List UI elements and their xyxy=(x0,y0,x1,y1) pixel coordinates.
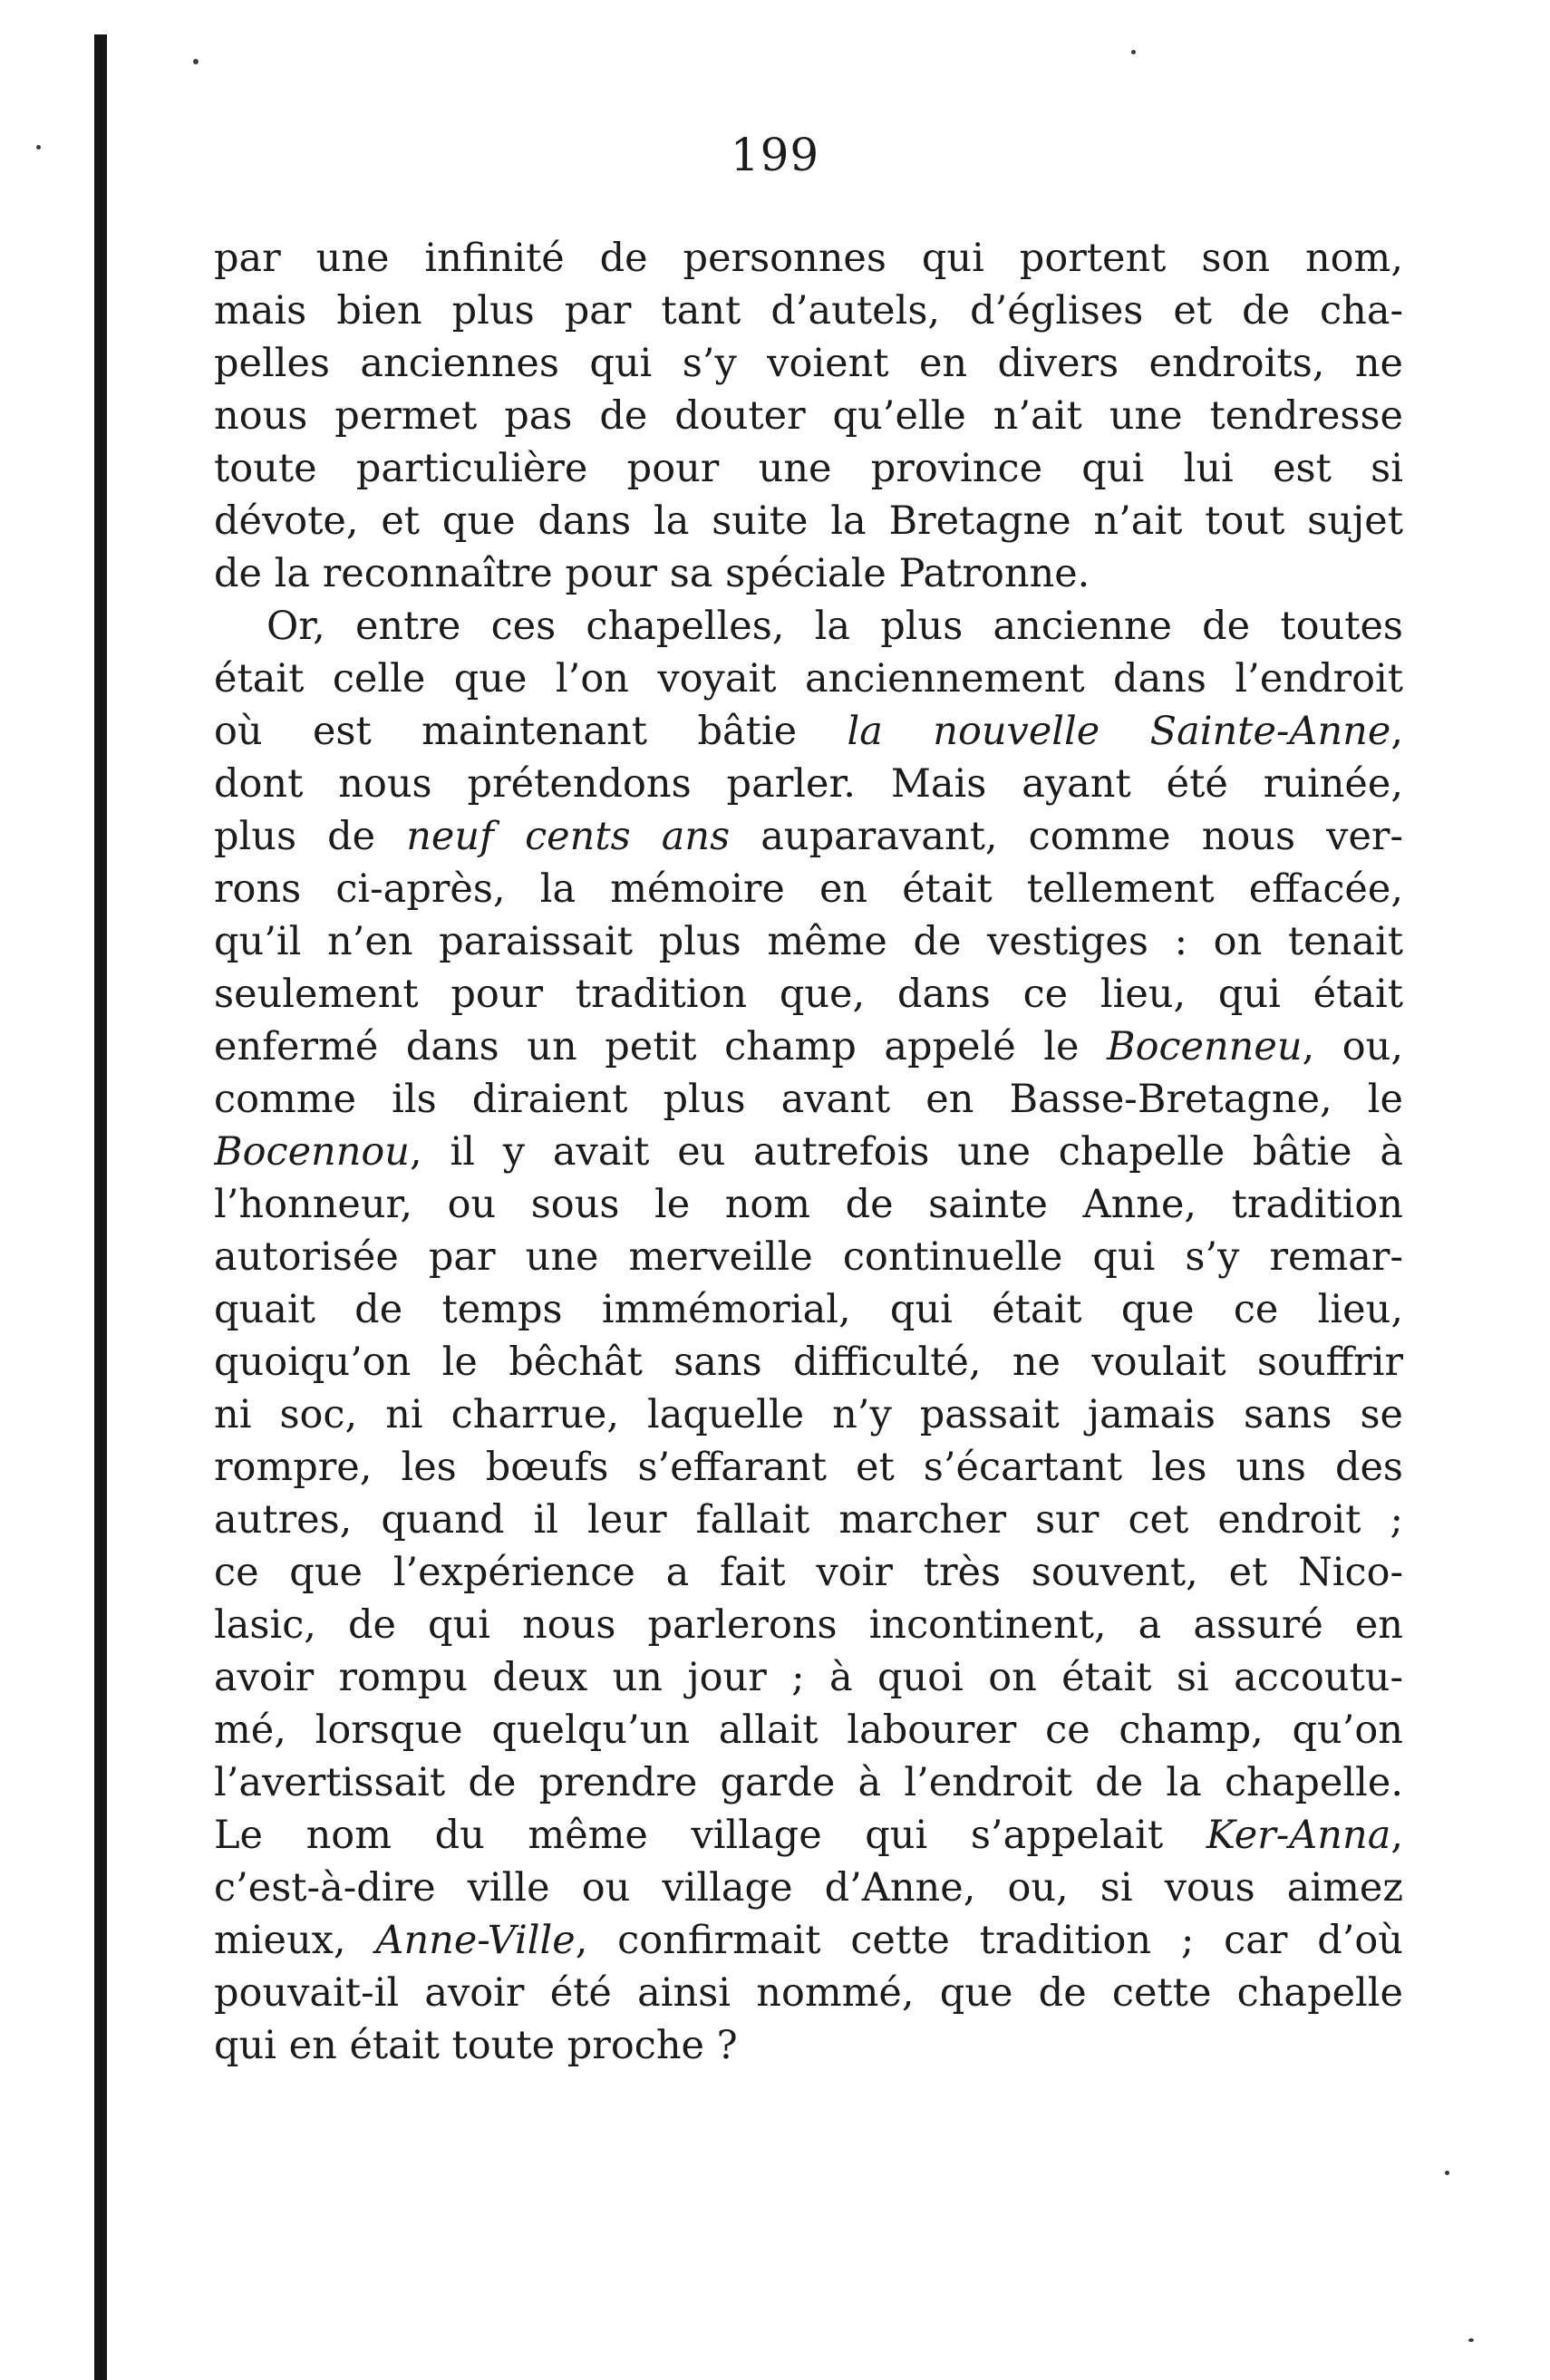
text-segment: plus de xyxy=(214,814,407,859)
text-line xyxy=(214,1441,1403,1494)
text-segment: auparavant, comme nous ver- xyxy=(730,814,1403,859)
text-line xyxy=(214,758,1403,810)
text-segment: qu’il n’en paraissait plus même de vestiges : on tenait xyxy=(214,919,1403,964)
text-segment: où est maintenant bâtie xyxy=(214,709,848,754)
italic-text: la nouvelle Sainte-Anne xyxy=(847,709,1391,754)
italic-text: Anne-Ville xyxy=(375,1918,576,1963)
text-line xyxy=(214,2019,1403,2072)
text-line xyxy=(214,1336,1403,1388)
ink-speck xyxy=(1445,2171,1449,2175)
text-line xyxy=(214,1073,1403,1126)
text-line xyxy=(214,1546,1403,1599)
text-segment: avoir rompu deux un jour ; à quoi on était si accoutu- xyxy=(214,1655,1403,1700)
text-segment: , confirmait cette tradition ; car d’où xyxy=(575,1918,1403,1963)
italic-text: Bocennou xyxy=(214,1129,410,1175)
text-segment: par une infinité de personnes qui portent son nom, xyxy=(214,236,1403,281)
text-segment: lasic, de qui nous parlerons incontinent, a assuré en xyxy=(214,1602,1403,1648)
text-segment: dont nous prétendons parler. Mais ayant été ruinée, xyxy=(214,761,1403,807)
text-segment: l’avertissait de prendre garde à l’endroit de la chapelle. xyxy=(214,1760,1403,1805)
text-line xyxy=(214,285,1403,337)
text-segment: , xyxy=(1390,1813,1403,1858)
text-line xyxy=(214,390,1403,442)
text-line xyxy=(214,1756,1403,1809)
text-segment: de la reconnaître pour sa spéciale Patronne. xyxy=(214,551,1090,596)
text-line xyxy=(214,1021,1403,1073)
text-segment: enfermé dans un petit champ appelé le xyxy=(214,1024,1107,1069)
text-line xyxy=(214,810,1403,863)
text-segment: quoiqu’on le bêchât sans difficulté, ne voulait souffrir xyxy=(214,1340,1403,1385)
text-line xyxy=(214,232,1403,285)
text-segment: mieux, xyxy=(214,1918,376,1963)
text-segment: l’honneur, ou sous le nom de sainte Anne, tradition xyxy=(214,1182,1403,1227)
text-segment: qui en était toute proche ? xyxy=(214,2023,738,2068)
text-line xyxy=(214,1862,1403,1914)
text-line xyxy=(214,1809,1403,1862)
italic-text: Ker-Anna xyxy=(1206,1813,1391,1858)
text-line xyxy=(214,1283,1403,1336)
text-segment: rons ci-après, la mémoire en était tellement effacée, xyxy=(214,866,1403,912)
text-line xyxy=(214,337,1403,390)
italic-text: neuf cents ans xyxy=(406,814,731,859)
text-segment: mais bien plus par tant d’autels, d’églises et de cha- xyxy=(214,288,1403,334)
text-segment: ce que l’expérience a fait voir très souvent, et Nico- xyxy=(214,1550,1403,1595)
text-segment: mé, lorsque quelqu’un allait labourer ce champ, qu’on xyxy=(214,1708,1403,1753)
text-line xyxy=(214,653,1403,705)
text-segment: , xyxy=(1390,709,1403,754)
text-line xyxy=(214,1494,1403,1546)
text-segment: autorisée par une merveille continuelle qui s’y remar- xyxy=(214,1234,1403,1280)
text-segment: ni soc, ni charrue, laquelle n’y passait jamais sans se xyxy=(214,1392,1403,1437)
text-segment: toute particulière pour une province qui lui est si xyxy=(214,446,1403,491)
text-line xyxy=(214,1599,1403,1651)
text-line xyxy=(214,442,1403,495)
text-segment: comme ils diraient plus avant en Basse-Bretagne, le xyxy=(214,1077,1403,1122)
text-segment: quait de temps immémorial, qui était que ce lieu, xyxy=(214,1287,1403,1332)
text-segment: seulement pour tradition que, dans ce lieu, qui était xyxy=(214,972,1403,1017)
binding-edge xyxy=(94,34,107,2380)
text-segment: pelles anciennes qui s’y voient en divers endroits, ne xyxy=(214,341,1403,386)
text-line xyxy=(214,1231,1403,1283)
text-segment: pouvait-il avoir été ainsi nommé, que de cette chapelle xyxy=(214,1970,1403,2016)
text-segment: autres, quand il leur fallait marcher sur cet endroit ; xyxy=(214,1497,1403,1543)
text-line xyxy=(214,1914,1403,1967)
text-line xyxy=(214,915,1403,968)
text-line xyxy=(214,705,1403,758)
text-segment: était celle que l’on voyait anciennement dans l’endroit xyxy=(214,656,1403,701)
text-segment: , ou, xyxy=(1302,1024,1403,1069)
text-segment: Or, entre ces chapelles, la plus ancienne de toutes xyxy=(266,604,1403,649)
text-segment: dévote, et que dans la suite la Bretagne n’ait tout sujet xyxy=(214,498,1403,544)
text-line xyxy=(214,600,1403,653)
page-number: 199 xyxy=(730,129,820,181)
text-line xyxy=(214,863,1403,915)
text-segment: , il y avait eu autrefois une chapelle bâtie à xyxy=(410,1129,1403,1175)
text-segment: Le nom du même village qui s’appelait xyxy=(214,1813,1206,1858)
body-text xyxy=(214,232,1403,2072)
ink-speck xyxy=(193,59,199,64)
italic-text: Bocenneu xyxy=(1106,1024,1303,1069)
text-line xyxy=(214,1126,1403,1178)
text-segment: rompre, les bœufs s’effarant et s’écartant les uns des xyxy=(214,1445,1403,1490)
text-line xyxy=(214,495,1403,547)
ink-speck xyxy=(1468,2338,1474,2342)
text-line xyxy=(214,1178,1403,1231)
text-segment: c’est-à-dire ville ou village d’Anne, ou, si vous aimez xyxy=(214,1865,1403,1911)
text-segment: nous permet pas de douter qu’elle n’ait une tendresse xyxy=(214,393,1403,439)
text-line xyxy=(214,1651,1403,1704)
text-line xyxy=(214,1388,1403,1441)
text-line xyxy=(214,1967,1403,2019)
text-line xyxy=(214,968,1403,1021)
text-line xyxy=(214,547,1403,600)
text-line xyxy=(214,1704,1403,1756)
ink-speck xyxy=(1131,50,1136,54)
